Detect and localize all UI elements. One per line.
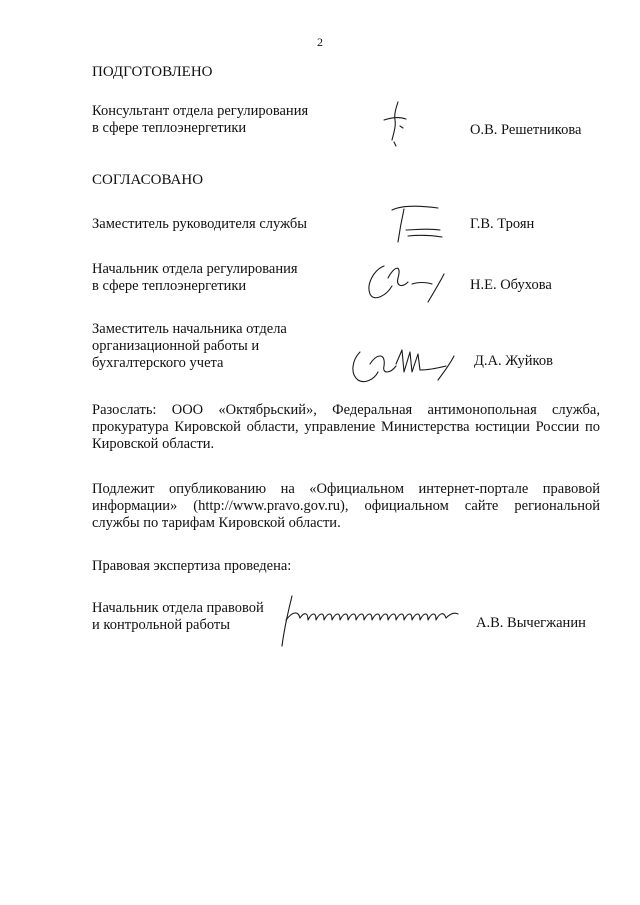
position-line: организационной работы и	[92, 338, 260, 354]
publication-note: Подлежит опубликованию на «Официальном интернет-портале правовой информации» (http://www.pravo.gov.ru), официальном сайте региональной службы по тарифам Кировской области.	[92, 481, 600, 531]
position-line: Заместитель руководителя службы	[92, 216, 308, 232]
signature-reshetnikova	[376, 98, 416, 154]
position-line: Заместитель начальника отдела	[92, 321, 287, 337]
signature-vychegzhanin	[276, 590, 466, 650]
agreed-position-3	[92, 321, 352, 372]
position-line: Начальник отдела регулирования	[92, 261, 298, 277]
legal-review-text: Правовая экспертиза проведена:	[92, 558, 292, 574]
position-line: Консультант отдела регулирования	[92, 103, 309, 119]
signature-troyan	[386, 200, 446, 246]
position-line: бухгалтерского учета	[92, 355, 224, 371]
prepared-position	[92, 103, 352, 137]
agreed-heading: СОГЛАСОВАНО	[92, 172, 204, 188]
agreed-name-1: Г.В. Троян	[470, 216, 535, 232]
position-line: в сфере теплоэнергетики	[92, 120, 247, 136]
position-line: Начальник отдела правовой	[92, 600, 264, 616]
legal-review-name: А.В. Вычегжанин	[476, 615, 586, 631]
signature-obukhova	[362, 256, 462, 306]
signature-zhuykov	[344, 340, 468, 388]
distribution-list: Разослать: ООО «Октябрьский», Федеральная антимонопольная служба, прокуратура Кировской области, управление Министерства юстиции России по Кировской области.	[92, 402, 600, 452]
prepared-heading: ПОДГОТОВЛЕНО	[92, 64, 213, 80]
agreed-name-3: Д.А. Жуйков	[474, 353, 553, 369]
position-line: и контрольной работы	[92, 617, 230, 633]
agreed-position-2	[92, 261, 352, 295]
page-number: 2	[317, 35, 323, 49]
prepared-name: О.В. Решетникова	[470, 122, 582, 138]
position-line: в сфере теплоэнергетики	[92, 278, 247, 294]
agreed-position-1	[92, 216, 352, 233]
agreed-name-2: Н.Е. Обухова	[470, 277, 552, 293]
